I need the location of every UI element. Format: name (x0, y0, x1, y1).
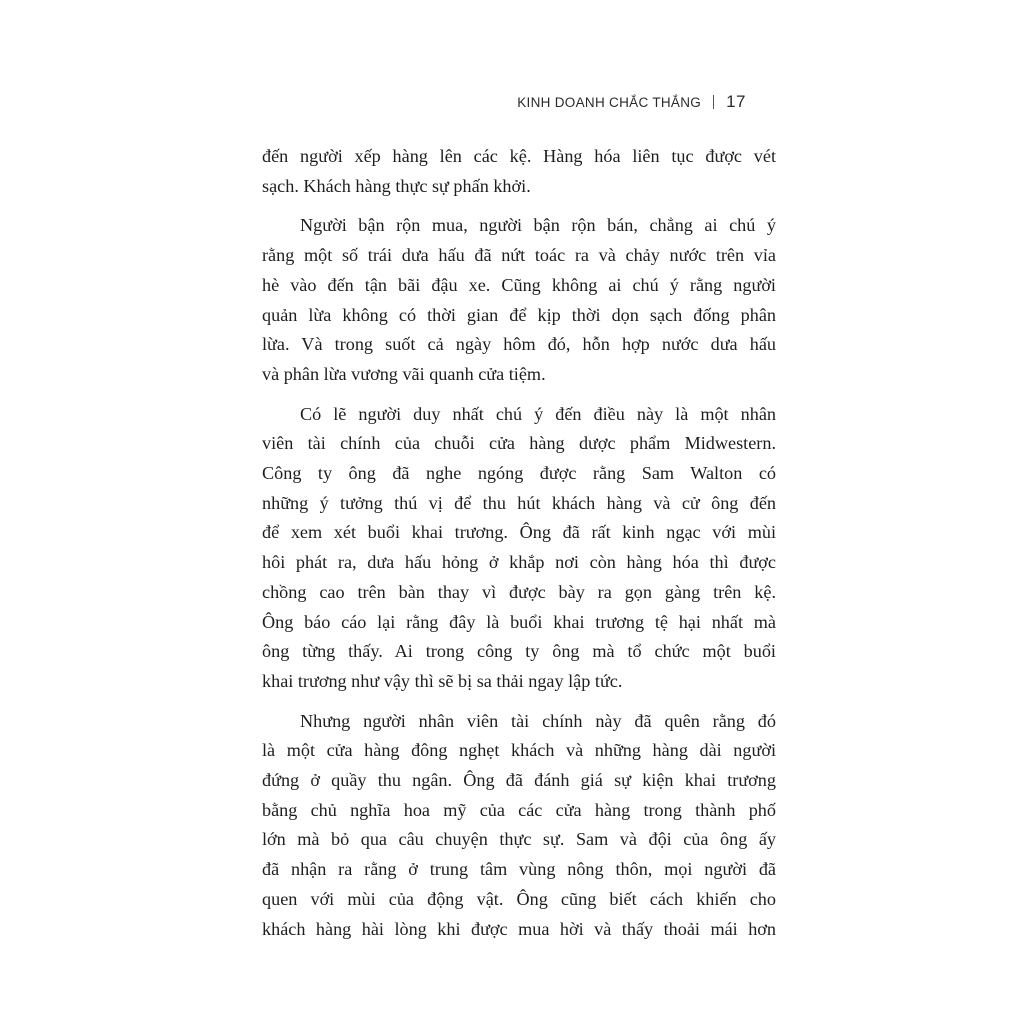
text-line: ông từng thấy. Ai trong công ty ông mà tổ chức một buổi (262, 641, 776, 662)
paragraph-3 (262, 400, 776, 697)
text-line: rằng một số trái dưa hấu đã nứt toác ra và chảy nước trên vỉa (262, 245, 776, 266)
text-line: hè vào đến tận bãi đậu xe. Cũng không ai chú ý rằng người (262, 274, 776, 295)
text-line: khách hàng hài lòng khi được mua hời và thấy thoải mái hơn (262, 918, 776, 939)
text-line: đứng ở quầy thu ngân. Ông đã đánh giá sự kiện khai trương (262, 770, 776, 791)
text-line: và phân lừa vương vãi quanh cửa tiệm. (262, 363, 546, 384)
text-line: lớn mà bỏ qua câu chuyện thực sự. Sam và đội của ông ấy (262, 829, 776, 850)
text-line: để xem xét buổi khai trương. Ông đã rất kinh ngạc với mùi (262, 522, 776, 543)
text-line: viên tài chính của chuỗi cửa hàng dược phẩm Midwestern. (262, 433, 776, 454)
paragraph-2 (262, 211, 776, 389)
paragraph-1 (262, 142, 776, 201)
text-line: Nhưng người nhân viên tài chính này đã quên rằng đó (300, 710, 776, 731)
text-line: đến người xếp hàng lên các kệ. Hàng hóa liên tục được vét (262, 146, 776, 166)
text-line: khai trương như vậy thì sẽ bị sa thải ngay lập tức. (262, 670, 623, 691)
text-line: chồng cao trên bàn thay vì được bày ra gọn gàng trên kệ. (262, 581, 776, 602)
text-line: là một cửa hàng đông nghẹt khách và những hàng dài người (262, 740, 776, 761)
text-line: Người bận rộn mua, người bận rộn bán, chẳng ai chú ý (300, 215, 776, 236)
text-line: Có lẽ người duy nhất chú ý đến điều này là một nhân (300, 403, 776, 424)
text-line: lừa. Và trong suốt cả ngày hôm đó, hỗn hợp nước dưa hấu (262, 334, 776, 355)
text-line: hôi phát ra, dưa hấu hỏng ở khắp nơi còn hàng hóa thì được (262, 552, 776, 573)
page-number: 17 (726, 92, 746, 111)
header-title: KINH DOANH CHẮC THẮNG (517, 94, 702, 110)
text-line: những ý tưởng thú vị để thu hút khách hàng và cử ông đến (262, 492, 776, 513)
text-line: đã nhận ra rằng ở trung tâm vùng nông thôn, mọi người đã (262, 859, 776, 880)
text-line: Ông báo cáo lại rằng đây là buổi khai trương tệ hại nhất mà (262, 611, 776, 632)
body-text (262, 142, 776, 944)
text-line: quen với mùi của động vật. Ông cũng biết cách khiến cho (262, 888, 776, 909)
paragraph-4 (262, 707, 776, 945)
text-line: bằng chủ nghĩa hoa mỹ của các cửa hàng trong thành phố (262, 799, 776, 820)
text-line: sạch. Khách hàng thực sự phấn khởi. (262, 175, 531, 196)
text-line: Công ty ông đã nghe ngóng được rằng Sam Walton có (262, 463, 776, 484)
text-line: quản lừa không có thời gian để kịp thời dọn sạch đống phân (262, 304, 776, 325)
header-divider (713, 95, 714, 109)
running-header (517, 92, 746, 112)
